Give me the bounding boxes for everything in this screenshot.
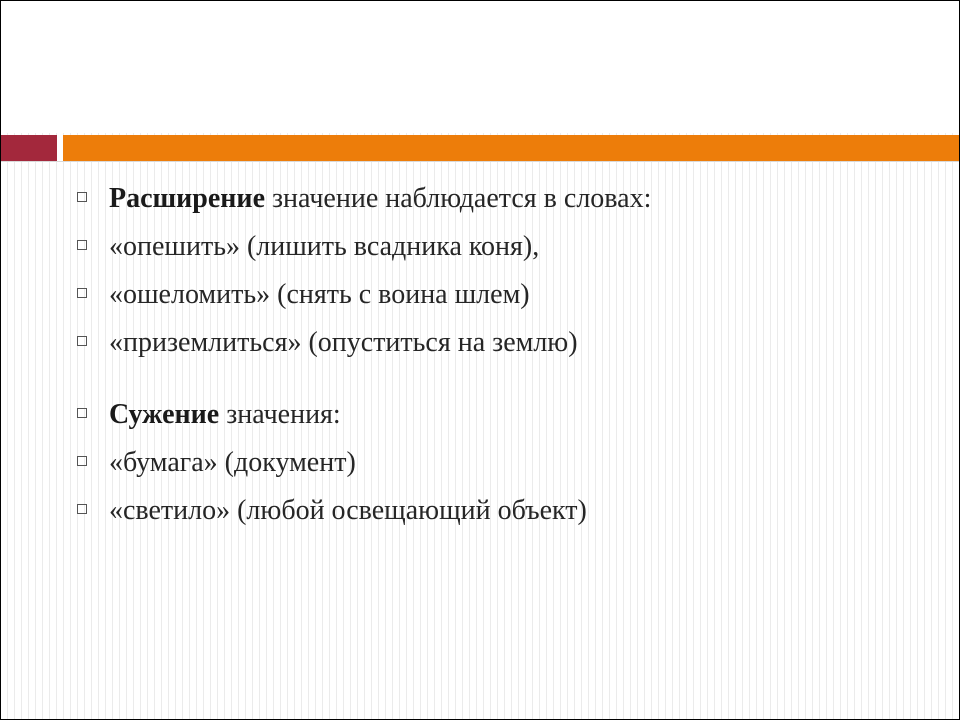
list-item: [71, 223, 931, 271]
item-text: «бумага» (документ): [109, 447, 356, 478]
square-bullet-icon: [77, 240, 87, 250]
list-item: [71, 175, 931, 223]
list-item: [71, 487, 931, 535]
bullet-list: [71, 175, 931, 535]
list-item: [71, 439, 931, 487]
item-text: «опешить» (лишить всадника коня),: [109, 231, 540, 262]
item-bold-term: Расширение: [109, 183, 265, 214]
item-text: значения:: [219, 399, 341, 430]
title-area: [1, 1, 959, 133]
item-text: «светило» (любой освещающий объект): [109, 495, 587, 526]
item-text: «приземлиться» (опуститься на землю): [109, 327, 578, 358]
square-bullet-icon: [77, 408, 87, 418]
square-bullet-icon: [77, 336, 87, 346]
accent-bar-red: [1, 135, 57, 161]
square-bullet-icon: [77, 192, 87, 202]
item-text: значение наблюдается в словах:: [265, 183, 652, 214]
accent-divider: [1, 161, 959, 162]
list-item: [71, 319, 931, 367]
square-bullet-icon: [77, 456, 87, 466]
item-text: «ошеломить» (снять с воина шлем): [109, 279, 530, 310]
item-bold-term: Сужение: [109, 399, 220, 430]
list-item: [71, 271, 931, 319]
square-bullet-icon: [77, 504, 87, 514]
accent-bar-orange: [63, 135, 959, 161]
list-item: [71, 391, 931, 439]
square-bullet-icon: [77, 288, 87, 298]
